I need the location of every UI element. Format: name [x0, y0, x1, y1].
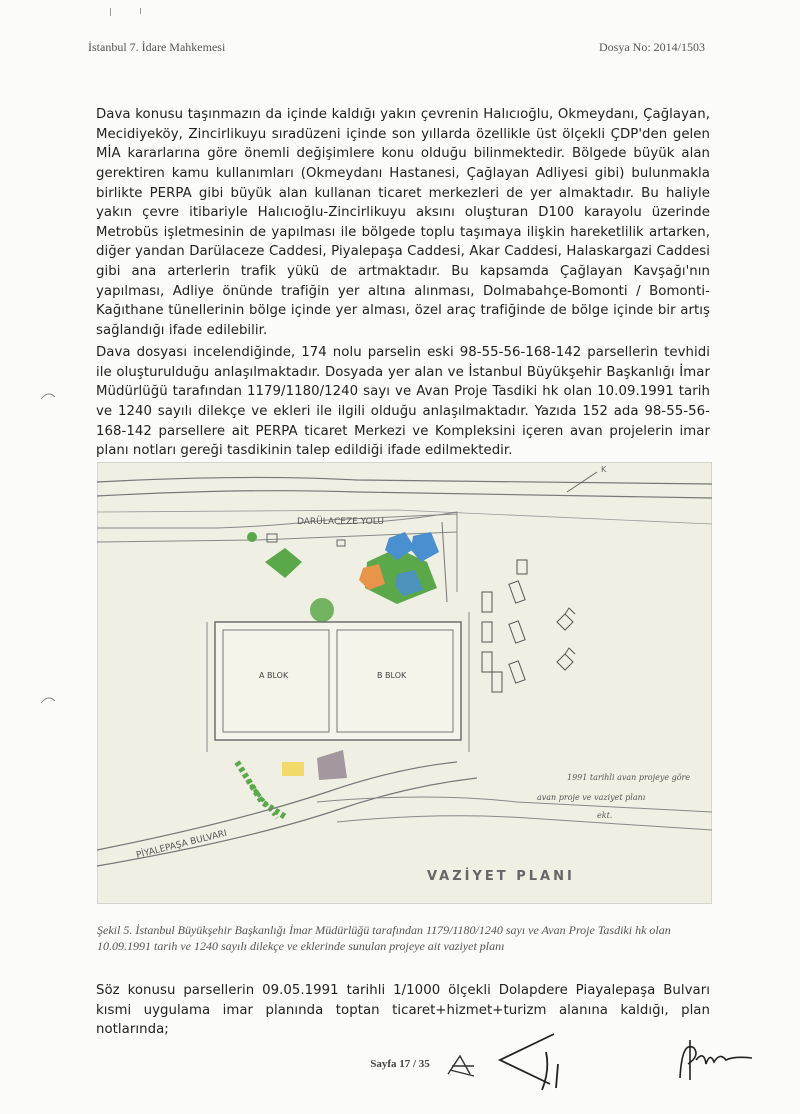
- file-number: Dosya No: 2014/1503: [599, 40, 705, 54]
- paragraph-2: Dava dosyası incelendiğinde, 174 nolu parselin eski 98-55-56-168-142 parsellerin tevhidi ile oluşturulduğu anlaşılmaktadır. Dosyada yer alan ve İstanbul Büyükşehir Başkanlığı İmar Müdürlüğü tarafından 1179/1180/1240 sayı ve Avan Proje Tasdiki hk olan 10.09.1991 tarih ve 1240 sayılı dilekçe ve ekleri ile ilgili olduğu anlaşılmaktadır. Yazıda 152 ada 98-55-56-168-142 parsellere ait PERPA ticaret Merkezi ve Kompleksini içeren avan projelerin imar planı notları gereği tasdikinin talep edildiği ifade edilmektedir.: [96, 345, 710, 459]
- plan-title: VAZİYET PLANI: [427, 869, 575, 884]
- paragraph-1: Dava konusu taşınmazın da içinde kaldığı yakın çevrenin Halıcıoğlu, Okmeydanı, Çağlayan, Mecidiyeköy, Zincirlikuyu sıradüzeni içinde son yıllarda özellikle üst ölçekli ÇDP'den gelen MİA kararlarına göre önemli değişimlere konu olduğu bilinmektedir. Bölgede büyük alan gerektiren kamu kullanımları (Okmeydanı Hastanesi, Çağlayan Adliyesi gibi) bulunmakla birlikte PERPA gibi büyük alan kullanan ticaret merkezleri de yer almaktadır. Bu haliyle yakın çevre itibariyle Halıcıoğlu-Zincirlikuyu aksını oluşturan D100 karayolu üzerinde Metrobüs işletmesinin de yapılması ile bölgede toplu taşımaya ilişkin hareketlilik artarken, diğer yandan Darülaceze Caddesi, Piyalepaşa Caddesi, Akar Caddesi, Halaskargazi Caddesi gibi ana arterlerin trafik yükü de artmaktadır. Bu kapsamda Çağlayan Kavşağı'nın yapılması, Adliye önünde trafiğin yer altına alınması, Dolmabahçe-Bomonti / Bomonti-Kağıthane tünellerinin bölge içinde yer alması, özel araç trafiğinde de bölge içinde bir artış sağlandığı ifade edilebilir.: [96, 107, 710, 338]
- site-plan-drawing: [97, 462, 712, 904]
- signature: [490, 1030, 580, 1094]
- paragraph-3: Söz konusu parsellerin 09.05.1991 tarihli 1/1000 ölçekli Dolapdere Piayalepaşa Bulvarı kısmi uygulama imar planında toptan ticaret+hizmet+turizm alanına kaldığı, plan notlarında;: [96, 983, 710, 1038]
- scan-mark: [110, 8, 111, 16]
- handwritten-note-line-1: 1991 tarihli avan projeye göre: [567, 773, 691, 782]
- scan-mark: [140, 8, 141, 14]
- punch-hole-mark: [40, 696, 56, 704]
- road-label-darulaceze: DARÜLACEZE YOLU: [297, 517, 384, 527]
- initials-signature: [444, 1052, 480, 1080]
- north-label: K: [601, 465, 607, 474]
- signature: [660, 1030, 760, 1084]
- block-b-label: B BLOK: [377, 671, 407, 680]
- page-number: Sayfa 17 / 35: [370, 1058, 430, 1070]
- block-a-label: A BLOK: [259, 671, 289, 680]
- figure-caption: Şekil 5. İstanbul Büyükşehir Başkanlığı İmar Müdürlüğü tarafından 1179/1180/1240 sayı ve Avan Proje Tasdiki hk olan 10.09.1991 tarih ve 1240 sayılı dilekçe ve eklerinde sunulan projeye ait vaziyet planı: [97, 923, 671, 953]
- punch-hole-mark: [40, 392, 56, 400]
- page-header: [88, 40, 705, 62]
- site-plan-figure: [97, 462, 712, 904]
- road-label-piyalepasa: PİYALEPAŞA BULVARI: [135, 828, 229, 861]
- court-name: İstanbul 7. İdare Mahkemesi: [88, 40, 226, 54]
- handwritten-note-line-3: ekt.: [597, 811, 613, 820]
- handwritten-note-line-2: avan proje ve vaziyet planı: [537, 793, 646, 802]
